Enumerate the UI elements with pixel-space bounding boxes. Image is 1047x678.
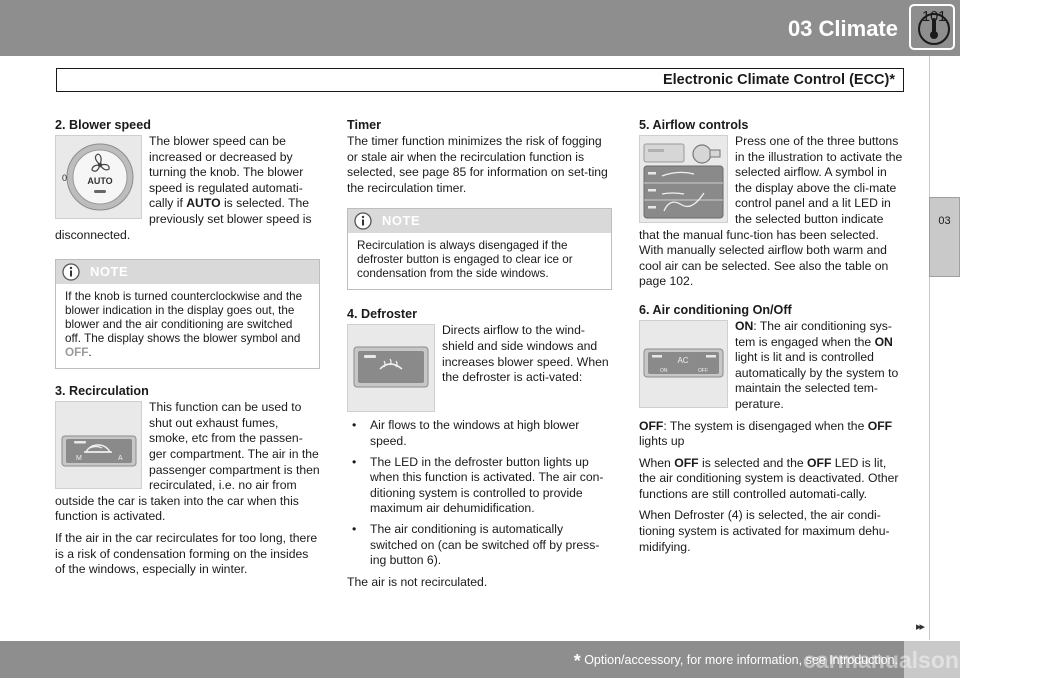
- info-icon: [354, 212, 372, 235]
- ac-heading: 6. Air conditioning On/Off: [639, 302, 792, 317]
- section-title: Electronic Climate Control (ECC)*: [662, 72, 895, 88]
- ac-off-selected-text: When OFF is selected and the OFF LED is lit, the air conditioning system is deactivated. Other functions are still controlled automati-cally.: [639, 455, 899, 501]
- list-item: • The air conditioning is automatically switched on (can be switched off by press-ing button 6).: [347, 522, 612, 569]
- airflow-text: Press one of the three buttons in the illustration to activate the selected airflow. A symbol in the display above the cli-mate control panel and a lit LED in the selected button indicate that the manual func-tion has been selected. With manually selected airflow both warm and cool air can be selected. See also the table on page 102.: [639, 134, 903, 289]
- next-page-arrows-icon[interactable]: ▸▸: [916, 621, 924, 633]
- list-item: • The LED in the defroster button lights up when this function is activated. The air con-ditioning system is controlled to provide maximum air dehumidification.: [347, 455, 612, 517]
- note-box-blower: [55, 259, 320, 369]
- note-header: [56, 260, 319, 284]
- ac-defroster-text: When Defroster (4) is selected, the air condi-tioning system is activated for maximum dehu-midifying.: [639, 508, 890, 554]
- recirc-manual-label: M: [76, 455, 82, 463]
- column-left: [55, 117, 320, 584]
- airflow-buttons-illustration: [640, 136, 727, 222]
- defroster-heading: 4. Defroster: [347, 307, 417, 322]
- blower-heading: 2. Blower speed: [55, 118, 151, 132]
- chapter-tab[interactable]: [929, 197, 960, 277]
- recirculation-heading: 3. Recirculation: [55, 384, 149, 399]
- defroster-closing-text: The air is not recirculated.: [347, 574, 488, 589]
- column-middle: [347, 117, 612, 596]
- side-strip: [929, 56, 960, 640]
- ac-figure: [639, 320, 728, 408]
- timer-text: The timer function minimizes the risk of fogging or stale air when the recirculation function is selected, see page 85 for information on set-ting the recirculation timer.: [347, 134, 608, 195]
- blower-knob-figure: [55, 135, 142, 219]
- chapter-title: 03 Climate: [787, 16, 898, 41]
- ac-button-illustration: [640, 321, 727, 407]
- defroster-text: Directs airflow to the wind-shield and side windows and increases blower speed. When the defroster is acti-vated:: [442, 323, 609, 385]
- note-body: Recirculation is always disengaged if the defroster button is engaged to clear ice or condensation from the side windows.: [357, 239, 573, 281]
- timer-heading: Timer: [347, 118, 382, 132]
- knob-auto-label: AUTO: [87, 176, 113, 186]
- recirculation-figure: [55, 401, 142, 489]
- airflow-heading: 5. Airflow controls: [639, 118, 749, 132]
- ac-label: AC: [677, 355, 689, 365]
- defroster-button-illustration: [348, 325, 434, 411]
- footnote: * Option/accessory, for more information, see Introduction.: [573, 651, 898, 671]
- ac-off-text: OFF: The system is disengaged when the OFF lights up: [639, 418, 893, 449]
- airflow-figure: [639, 135, 728, 223]
- defroster-bullet-list: [347, 418, 612, 568]
- recirculation-button-illustration: [56, 402, 141, 488]
- section-bar: [56, 68, 904, 92]
- ac-off-label: OFF: [698, 367, 708, 374]
- recirculation-warning-text: If the air in the car recirculates for too long, there is a risk of condensation forming on the insides of the windows, especially in winter.: [55, 530, 318, 577]
- note-body: If the knob is turned counterclockwise and the blower indication in the display goes out, the blower and the air conditioning are switched off. The display shows the blower symbol and OFF.: [65, 290, 303, 360]
- note-label: NOTE: [382, 213, 421, 229]
- page-number: 101: [922, 9, 947, 25]
- auto-led: [94, 190, 106, 193]
- chapter-tab-label: 03: [938, 215, 951, 227]
- ac-on-text: ON: The air conditioning sys-tem is engaged when the ON light is lit and is controlled automatically by the system to maintain the selected tem-perature.: [735, 318, 899, 411]
- knob-zero-label: 0: [62, 173, 68, 183]
- recirculation-text: This function can be used to shut out exhaust fumes, smoke, etc from the passen-ger compartment. The air in the passenger compartment is then recirculated, i.e. no air from outside the car is taken into the car when this function is activated.: [55, 400, 320, 524]
- note-label: NOTE: [90, 264, 129, 280]
- watermark: carmanualsonline.info: [803, 647, 1047, 673]
- note-header: [348, 209, 611, 233]
- note-box-recirculation: [347, 208, 612, 290]
- blower-knob-illustration: [56, 136, 141, 218]
- defroster-figure: [347, 324, 435, 412]
- ac-on-label: ON: [660, 367, 668, 374]
- column-right: [639, 117, 906, 561]
- info-icon: [62, 263, 80, 286]
- recirc-auto-label: A: [118, 455, 123, 463]
- blower-text: The blower speed can be increased or decreased by turning the knob. The blower speed is regulated automati-cally if AUTO is selected. The previously set blower speed is disconnected.: [55, 134, 312, 242]
- list-item: • Air flows to the windows at high blower speed.: [347, 418, 612, 449]
